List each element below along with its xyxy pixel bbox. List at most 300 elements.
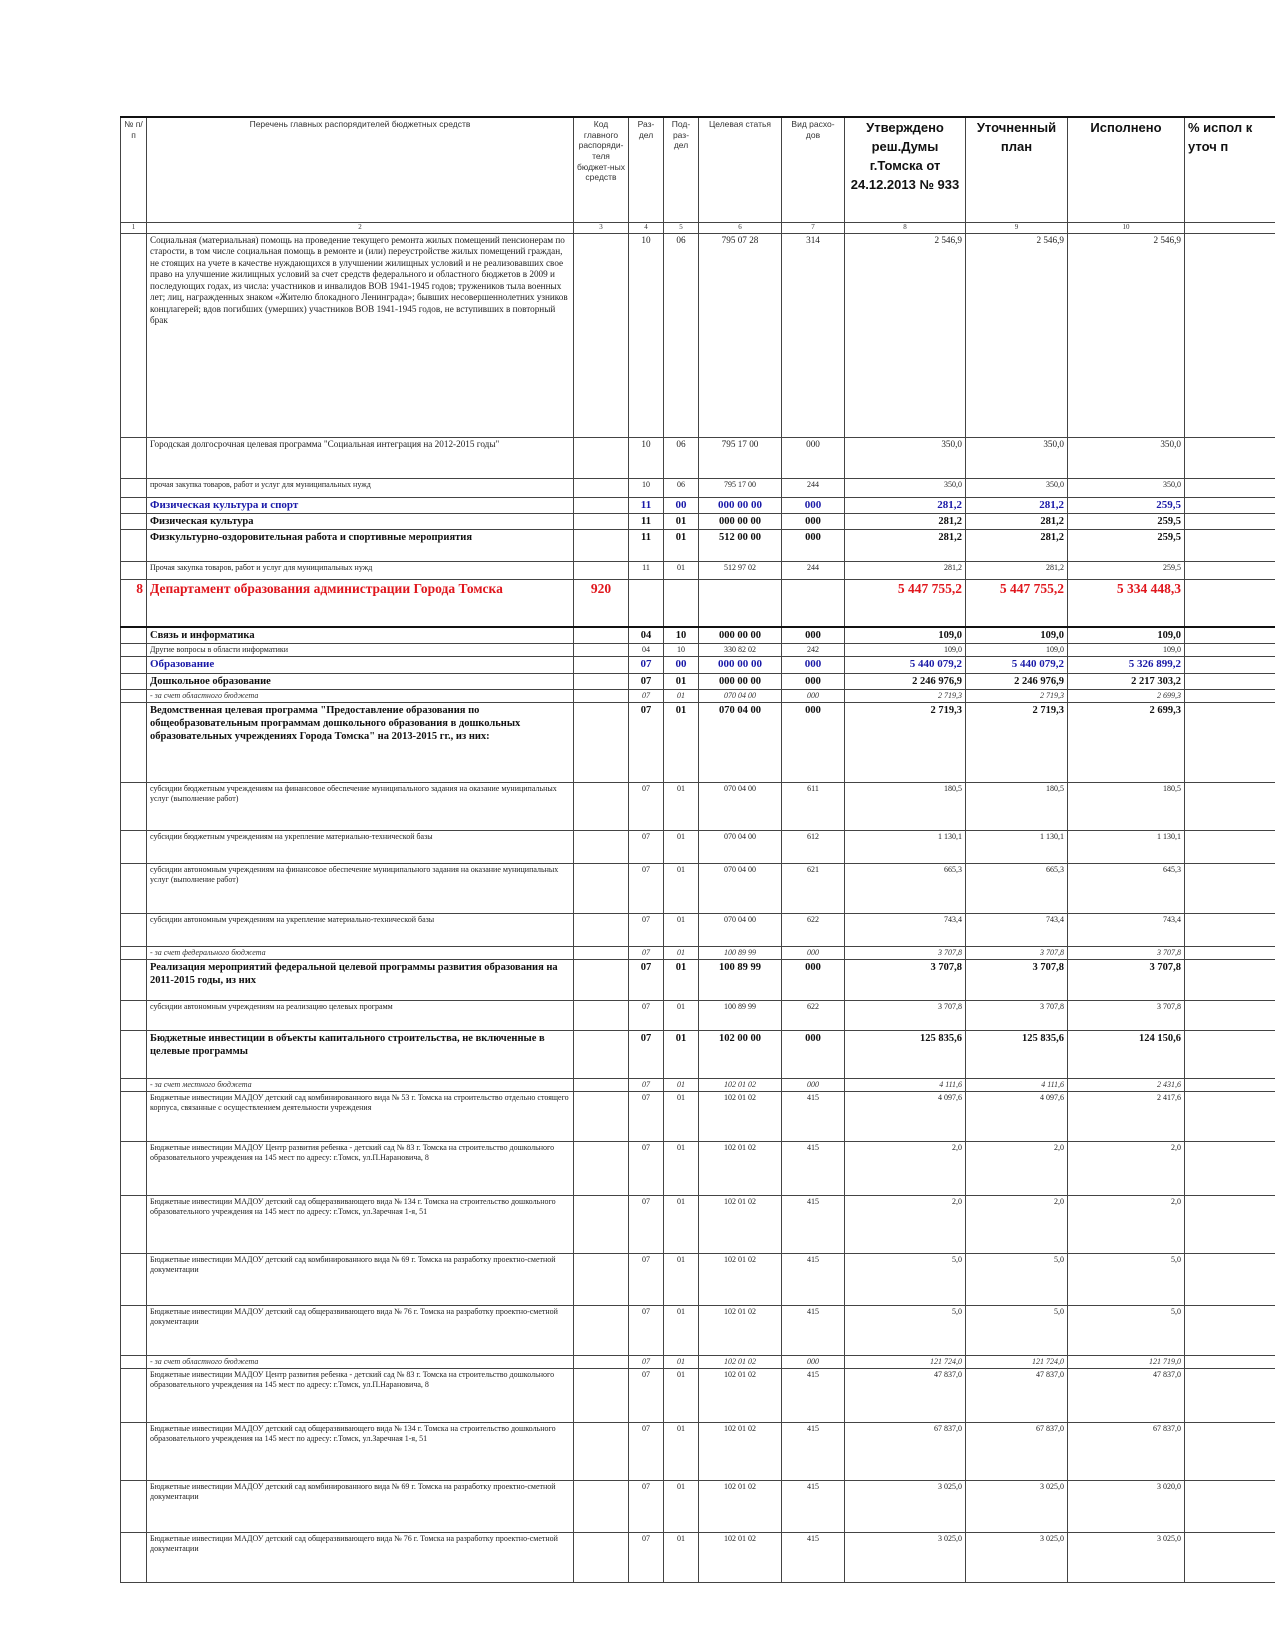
- row-vid: 000: [782, 1079, 845, 1092]
- row-plan: 109,0: [966, 627, 1068, 644]
- row-vid: 622: [782, 914, 845, 947]
- row-razdel: 07: [629, 1533, 664, 1583]
- row-vid: 415: [782, 1254, 845, 1306]
- row-podrazdel: 10: [664, 627, 699, 644]
- table-row: [121, 1254, 1275, 1306]
- row-name: Дошкольное образование: [147, 674, 574, 690]
- row-razdel: 07: [629, 1142, 664, 1196]
- row-done: 2,0: [1068, 1142, 1185, 1196]
- row-code: [574, 690, 629, 703]
- table-row: [121, 1092, 1275, 1142]
- row-done: 67 837,0: [1068, 1423, 1185, 1481]
- row-name: - за счет местного бюджета: [147, 1079, 574, 1092]
- row-plan: 67 837,0: [966, 1423, 1068, 1481]
- row-razdel: 07: [629, 864, 664, 914]
- row-approved: 3 707,8: [845, 947, 966, 960]
- table-row: [121, 1142, 1275, 1196]
- row-razdel: 07: [629, 690, 664, 703]
- row-percent: [1185, 497, 1275, 514]
- col-header-plan: Уточненный план: [966, 117, 1068, 222]
- row-plan: 5 440 079,2: [966, 657, 1068, 674]
- row-percent: [1185, 1533, 1275, 1583]
- row-podrazdel: 01: [664, 1533, 699, 1583]
- row-podrazdel: 01: [664, 1481, 699, 1533]
- row-percent: [1185, 690, 1275, 703]
- row-done: 121 719,0: [1068, 1356, 1185, 1369]
- budget-report-sheet: [120, 116, 1275, 1583]
- row-approved: 4 097,6: [845, 1092, 966, 1142]
- row-name: субсидии бюджетным учреждениям на укрепление материально-технической базы: [147, 831, 574, 864]
- row-plan: 3 707,8: [966, 960, 1068, 1001]
- row-approved: 665,3: [845, 864, 966, 914]
- row-code: [574, 1092, 629, 1142]
- row-statya: 100 89 99: [699, 960, 782, 1001]
- row-razdel: 04: [629, 644, 664, 657]
- table-row: [121, 1481, 1275, 1533]
- row-statya: 795 07 28: [699, 233, 782, 437]
- row-vid: 415: [782, 1142, 845, 1196]
- row-index: [121, 703, 147, 783]
- row-name: Департамент образования администрации Города Томска: [147, 580, 574, 627]
- row-razdel: 07: [629, 1254, 664, 1306]
- row-done: 2 431,6: [1068, 1079, 1185, 1092]
- row-done: 3 707,8: [1068, 1001, 1185, 1031]
- row-statya: 100 89 99: [699, 1001, 782, 1031]
- row-code: [574, 1356, 629, 1369]
- row-plan: 109,0: [966, 644, 1068, 657]
- row-approved: 281,2: [845, 562, 966, 580]
- row-approved: 5 447 755,2: [845, 580, 966, 627]
- row-razdel: 10: [629, 478, 664, 497]
- row-index: [121, 1079, 147, 1092]
- row-name: Образование: [147, 657, 574, 674]
- row-approved: 3 707,8: [845, 960, 966, 1001]
- row-percent: [1185, 514, 1275, 530]
- row-razdel: 07: [629, 1001, 664, 1031]
- row-plan: 5 447 755,2: [966, 580, 1068, 627]
- row-razdel: 11: [629, 497, 664, 514]
- row-podrazdel: 01: [664, 1142, 699, 1196]
- row-statya: 512 97 02: [699, 562, 782, 580]
- row-percent: [1185, 1142, 1275, 1196]
- row-code: [574, 1031, 629, 1079]
- row-statya: 102 01 02: [699, 1356, 782, 1369]
- row-done: 2 699,3: [1068, 690, 1185, 703]
- row-approved: 2 719,3: [845, 690, 966, 703]
- col-header-done: Исполнено: [1068, 117, 1185, 222]
- table-row: [121, 437, 1275, 478]
- row-percent: [1185, 437, 1275, 478]
- table-row: [121, 1306, 1275, 1356]
- col-number: [1185, 222, 1275, 233]
- row-index: [121, 690, 147, 703]
- row-statya: 102 01 02: [699, 1092, 782, 1142]
- row-statya: 000 00 00: [699, 674, 782, 690]
- row-vid: 000: [782, 690, 845, 703]
- row-vid: 415: [782, 1196, 845, 1254]
- row-percent: [1185, 1001, 1275, 1031]
- row-name: субсидии бюджетным учреждениям на финансовое обеспечение муниципального задания на оказание муниципальных услуг (выполнение работ): [147, 783, 574, 831]
- row-done: 2 217 303,2: [1068, 674, 1185, 690]
- row-razdel: 07: [629, 1423, 664, 1481]
- row-code: [574, 1254, 629, 1306]
- row-name: субсидии автономным учреждениям на реализацию целевых программ: [147, 1001, 574, 1031]
- row-done: 259,5: [1068, 497, 1185, 514]
- row-index: [121, 914, 147, 947]
- row-podrazdel: 01: [664, 1254, 699, 1306]
- row-razdel: 07: [629, 703, 664, 783]
- row-name: Бюджетные инвестиции МАДОУ детский сад общеразвивающего вида № 134 г. Томска на строительство дошкольного образовательного учреждения на 145 мест по адресу: г.Томск, ул.Заречная 1-я, 51: [147, 1196, 574, 1254]
- row-razdel: 07: [629, 831, 664, 864]
- row-statya: 795 17 00: [699, 437, 782, 478]
- row-name: субсидии автономным учреждениям на укрепление материально-технической базы: [147, 914, 574, 947]
- row-name: Ведомственная целевая программа "Предоставление образования по общеобразовательным программам дошкольного образования в дошкольных образовательных учреждениях Города Томска" на 2013-2015 гг., из них:: [147, 703, 574, 783]
- table-header-row: [121, 117, 1275, 222]
- row-name: Бюджетные инвестиции в объекты капитального строительства, не включенные в целевые программы: [147, 1031, 574, 1079]
- row-plan: 281,2: [966, 562, 1068, 580]
- row-razdel: 10: [629, 437, 664, 478]
- row-podrazdel: 01: [664, 1092, 699, 1142]
- row-code: [574, 1423, 629, 1481]
- col-header-razdel: Раз-дел: [629, 117, 664, 222]
- row-plan: 350,0: [966, 437, 1068, 478]
- row-percent: [1185, 478, 1275, 497]
- row-podrazdel: 01: [664, 1079, 699, 1092]
- row-plan: 281,2: [966, 514, 1068, 530]
- row-done: 5,0: [1068, 1254, 1185, 1306]
- row-plan: 2 246 976,9: [966, 674, 1068, 690]
- row-vid: 244: [782, 478, 845, 497]
- table-row: [121, 947, 1275, 960]
- row-code: [574, 947, 629, 960]
- row-name: прочая закупка товаров, работ и услуг для муниципальных нужд: [147, 478, 574, 497]
- row-statya: 000 00 00: [699, 627, 782, 644]
- row-plan: 281,2: [966, 497, 1068, 514]
- row-code: [574, 1001, 629, 1031]
- row-index: 8: [121, 580, 147, 627]
- row-percent: [1185, 674, 1275, 690]
- row-razdel: 11: [629, 514, 664, 530]
- table-row: [121, 233, 1275, 437]
- row-index: [121, 233, 147, 437]
- row-podrazdel: 01: [664, 960, 699, 1001]
- row-vid: 000: [782, 1356, 845, 1369]
- row-done: 1 130,1: [1068, 831, 1185, 864]
- row-razdel: 10: [629, 233, 664, 437]
- row-code: [574, 960, 629, 1001]
- row-approved: 47 837,0: [845, 1369, 966, 1423]
- row-index: [121, 562, 147, 580]
- col-number: 3: [574, 222, 629, 233]
- row-name: субсидии автономным учреждениям на финансовое обеспечение муниципального задания на оказание муниципальных услуг (выполнение работ): [147, 864, 574, 914]
- row-podrazdel: 00: [664, 657, 699, 674]
- row-done: 259,5: [1068, 530, 1185, 562]
- row-index: [121, 1196, 147, 1254]
- row-podrazdel: 01: [664, 674, 699, 690]
- row-done: 5 326 899,2: [1068, 657, 1185, 674]
- row-done: 743,4: [1068, 914, 1185, 947]
- row-index: [121, 1423, 147, 1481]
- row-vid: 621: [782, 864, 845, 914]
- row-approved: 5 440 079,2: [845, 657, 966, 674]
- row-approved: 2 719,3: [845, 703, 966, 783]
- row-plan: 2,0: [966, 1142, 1068, 1196]
- row-done: 2 699,3: [1068, 703, 1185, 783]
- row-done: 350,0: [1068, 478, 1185, 497]
- row-approved: 2,0: [845, 1196, 966, 1254]
- row-name: Бюджетные инвестиции МАДОУ Центр развития ребенка - детский сад № 83 г. Томска на строительство дошкольного образовательного учреждения на 145 мест по адресу: г.Томск, ул.П.Нарановича, 8: [147, 1142, 574, 1196]
- row-razdel: [629, 580, 664, 627]
- row-vid: 000: [782, 1031, 845, 1079]
- row-index: [121, 1254, 147, 1306]
- row-done: 5,0: [1068, 1306, 1185, 1356]
- row-approved: 180,5: [845, 783, 966, 831]
- table-row: [121, 674, 1275, 690]
- col-header-approved: Утверждено реш.Думы г.Томска от 24.12.2013 № 933: [845, 117, 966, 222]
- row-statya: [699, 580, 782, 627]
- row-approved: 281,2: [845, 530, 966, 562]
- table-row: [121, 831, 1275, 864]
- table-row: [121, 644, 1275, 657]
- row-podrazdel: 01: [664, 530, 699, 562]
- row-percent: [1185, 947, 1275, 960]
- row-percent: [1185, 914, 1275, 947]
- row-name: Прочая закупка товаров, работ и услуг для муниципальных нужд: [147, 562, 574, 580]
- row-code: [574, 657, 629, 674]
- row-plan: 743,4: [966, 914, 1068, 947]
- row-vid: 612: [782, 831, 845, 864]
- row-percent: [1185, 1254, 1275, 1306]
- row-name: - за счет областного бюджета: [147, 1356, 574, 1369]
- column-number-row: [121, 222, 1275, 233]
- row-name: Физкультурно-оздоровительная работа и спортивные мероприятия: [147, 530, 574, 562]
- row-percent: [1185, 233, 1275, 437]
- row-code: [574, 530, 629, 562]
- table-row: [121, 960, 1275, 1001]
- row-percent: [1185, 1306, 1275, 1356]
- row-razdel: 11: [629, 530, 664, 562]
- row-vid: 000: [782, 437, 845, 478]
- row-approved: 109,0: [845, 644, 966, 657]
- row-vid: 000: [782, 674, 845, 690]
- col-header-percent: % испол к уточ п: [1185, 117, 1275, 222]
- row-code: [574, 703, 629, 783]
- col-header-podrazdel: Под-раз-дел: [664, 117, 699, 222]
- row-code: [574, 914, 629, 947]
- row-code: [574, 1079, 629, 1092]
- row-percent: [1185, 580, 1275, 627]
- row-statya: 070 04 00: [699, 783, 782, 831]
- row-done: 47 837,0: [1068, 1369, 1185, 1423]
- row-podrazdel: 01: [664, 864, 699, 914]
- row-podrazdel: 01: [664, 1356, 699, 1369]
- row-code: [574, 831, 629, 864]
- row-code: [574, 437, 629, 478]
- row-name: Бюджетные инвестиции МАДОУ детский сад общеразвивающего вида № 76 г. Томска на разработку проектно-сметной документации: [147, 1533, 574, 1583]
- row-code: [574, 644, 629, 657]
- row-approved: 109,0: [845, 627, 966, 644]
- table-row: [121, 1356, 1275, 1369]
- col-header-name: Перечень главных распорядителей бюджетных средств: [147, 117, 574, 222]
- row-index: [121, 514, 147, 530]
- row-approved: 4 111,6: [845, 1079, 966, 1092]
- row-percent: [1185, 1356, 1275, 1369]
- col-header-statya: Целевая статья: [699, 117, 782, 222]
- row-plan: 121 724,0: [966, 1356, 1068, 1369]
- row-podrazdel: 01: [664, 1423, 699, 1481]
- row-razdel: 04: [629, 627, 664, 644]
- table-row: [121, 657, 1275, 674]
- table-row: [121, 690, 1275, 703]
- row-vid: 415: [782, 1092, 845, 1142]
- row-razdel: 07: [629, 783, 664, 831]
- row-percent: [1185, 627, 1275, 644]
- row-done: 124 150,6: [1068, 1031, 1185, 1079]
- row-podrazdel: 06: [664, 233, 699, 437]
- row-name: Бюджетные инвестиции МАДОУ детский сад общеразвивающего вида № 134 г. Томска на строительство дошкольного образовательного учреждения на 145 мест по адресу: г.Томск, ул.Заречная 1-я, 51: [147, 1423, 574, 1481]
- row-podrazdel: 01: [664, 914, 699, 947]
- row-index: [121, 1481, 147, 1533]
- row-code: [574, 1481, 629, 1533]
- row-vid: 000: [782, 960, 845, 1001]
- row-code: [574, 233, 629, 437]
- row-plan: 281,2: [966, 530, 1068, 562]
- row-index: [121, 530, 147, 562]
- row-index: [121, 627, 147, 644]
- row-plan: 4 097,6: [966, 1092, 1068, 1142]
- table-row: [121, 580, 1275, 627]
- col-number: 6: [699, 222, 782, 233]
- row-approved: 2,0: [845, 1142, 966, 1196]
- row-done: 2,0: [1068, 1196, 1185, 1254]
- row-razdel: 07: [629, 1196, 664, 1254]
- row-index: [121, 1031, 147, 1079]
- row-podrazdel: 01: [664, 514, 699, 530]
- table-row: [121, 530, 1275, 562]
- row-statya: 070 04 00: [699, 690, 782, 703]
- row-podrazdel: 01: [664, 1031, 699, 1079]
- row-percent: [1185, 1031, 1275, 1079]
- row-approved: 743,4: [845, 914, 966, 947]
- row-statya: 000 00 00: [699, 657, 782, 674]
- row-done: 259,5: [1068, 514, 1185, 530]
- row-percent: [1185, 562, 1275, 580]
- row-vid: 000: [782, 657, 845, 674]
- row-percent: [1185, 1092, 1275, 1142]
- row-statya: 102 01 02: [699, 1533, 782, 1583]
- col-number: 8: [845, 222, 966, 233]
- row-podrazdel: 06: [664, 478, 699, 497]
- row-done: 3 025,0: [1068, 1533, 1185, 1583]
- row-name: - за счет федерального бюджета: [147, 947, 574, 960]
- row-vid: 622: [782, 1001, 845, 1031]
- row-code: [574, 1306, 629, 1356]
- row-statya: 000 00 00: [699, 514, 782, 530]
- row-statya: 070 04 00: [699, 864, 782, 914]
- row-razdel: 07: [629, 947, 664, 960]
- row-index: [121, 1369, 147, 1423]
- row-approved: 5,0: [845, 1254, 966, 1306]
- row-name: Социальная (материальная) помощь на проведение текущего ремонта жилых помещений пенсионерам по старости, в том числе социальная помощь в ремонте и (или) переустройстве жилых помещений граждан, не стоящих на учете в качестве нуждающихся в улучшении жилищных условий и не реализовавших свое право на улучшение жилищных условий за счет средств федерального и областного бюджетов в 2009 и последующих годах, из числа: участников и инвалидов ВОВ 1941-1945 годов; тружеников тыла военных лет; лиц, награжденных знаком «Жителю блокадного Ленинграда»; бывших несовершеннолетних узников концлагерей; вдов погибших (умерших) участников ВОВ 1941-1945 годов, не вступивших в повторный брак: [147, 233, 574, 437]
- row-code: [574, 1369, 629, 1423]
- table-row: [121, 1533, 1275, 1583]
- row-razdel: 07: [629, 1369, 664, 1423]
- row-code: [574, 674, 629, 690]
- row-approved: 350,0: [845, 478, 966, 497]
- row-percent: [1185, 1196, 1275, 1254]
- row-statya: 102 01 02: [699, 1369, 782, 1423]
- col-number: 2: [147, 222, 574, 233]
- col-number: 4: [629, 222, 664, 233]
- row-approved: 121 724,0: [845, 1356, 966, 1369]
- row-statya: 070 04 00: [699, 914, 782, 947]
- row-vid: 611: [782, 783, 845, 831]
- row-plan: 5,0: [966, 1306, 1068, 1356]
- row-index: [121, 478, 147, 497]
- row-vid: 242: [782, 644, 845, 657]
- row-statya: 102 00 00: [699, 1031, 782, 1079]
- row-podrazdel: [664, 580, 699, 627]
- row-plan: 2 546,9: [966, 233, 1068, 437]
- row-name: Бюджетные инвестиции МАДОУ детский сад комбинированного вида № 69 г. Томска на разработку проектно-сметной документации: [147, 1481, 574, 1533]
- row-podrazdel: 00: [664, 497, 699, 514]
- row-razdel: 07: [629, 960, 664, 1001]
- row-approved: 5,0: [845, 1306, 966, 1356]
- col-header-index: № п/п: [121, 117, 147, 222]
- table-row: [121, 514, 1275, 530]
- row-podrazdel: 01: [664, 1306, 699, 1356]
- row-done: 109,0: [1068, 644, 1185, 657]
- row-index: [121, 674, 147, 690]
- row-razdel: 07: [629, 1306, 664, 1356]
- row-plan: 665,3: [966, 864, 1068, 914]
- row-statya: 102 01 02: [699, 1306, 782, 1356]
- table-row: [121, 562, 1275, 580]
- row-percent: [1185, 1423, 1275, 1481]
- table-row: [121, 1079, 1275, 1092]
- row-plan: 3 025,0: [966, 1481, 1068, 1533]
- table-row: [121, 914, 1275, 947]
- row-done: 3 707,8: [1068, 947, 1185, 960]
- row-code: [574, 783, 629, 831]
- row-podrazdel: 01: [664, 1001, 699, 1031]
- row-approved: 3 707,8: [845, 1001, 966, 1031]
- row-razdel: 07: [629, 1079, 664, 1092]
- row-name: Бюджетные инвестиции МАДОУ детский сад комбинированного вида № 69 г. Томска на разработку проектно-сметной документации: [147, 1254, 574, 1306]
- row-vid: 415: [782, 1423, 845, 1481]
- table-body: [121, 233, 1275, 1583]
- row-approved: 3 025,0: [845, 1533, 966, 1583]
- row-done: 2 417,6: [1068, 1092, 1185, 1142]
- col-number: 7: [782, 222, 845, 233]
- row-done: 259,5: [1068, 562, 1185, 580]
- row-plan: 1 130,1: [966, 831, 1068, 864]
- row-vid: 000: [782, 497, 845, 514]
- col-number: 5: [664, 222, 699, 233]
- row-vid: 314: [782, 233, 845, 437]
- row-approved: 125 835,6: [845, 1031, 966, 1079]
- row-statya: 330 82 02: [699, 644, 782, 657]
- row-vid: 415: [782, 1369, 845, 1423]
- row-approved: 2 246 976,9: [845, 674, 966, 690]
- col-header-code: Код главного распоряди-теля бюджет-ных средств: [574, 117, 629, 222]
- row-statya: 102 01 02: [699, 1196, 782, 1254]
- row-done: 180,5: [1068, 783, 1185, 831]
- row-index: [121, 864, 147, 914]
- row-percent: [1185, 1369, 1275, 1423]
- table-row: [121, 1001, 1275, 1031]
- row-code: 920: [574, 580, 629, 627]
